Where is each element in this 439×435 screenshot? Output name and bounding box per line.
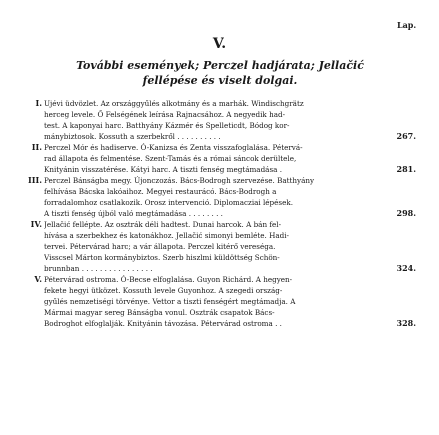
entry-text-line: mánybiztosok. Kossuth a szerbekről . . . . . . . . . . xyxy=(44,132,221,141)
entry-text-line: Ujévi üdvözlet. Az országgyűlés alkotmány és a marhák. Windischgrätz xyxy=(44,99,304,108)
entry-text-line: Knityánin visszatérése. Kátyi harc. A tiszti fenség megtámadása . xyxy=(44,165,283,174)
entry-text-line: test. A kaponyai harc. Batthyány Kázmér és Spelleticdt, Bódog kor- xyxy=(44,121,290,130)
chapter-number: V. xyxy=(212,36,227,52)
list-item xyxy=(0,274,439,329)
list-item xyxy=(0,219,439,274)
entry-text xyxy=(44,98,364,142)
entry-text xyxy=(44,274,364,329)
chapter-title xyxy=(30,58,410,88)
entry-page-number: 267. xyxy=(396,131,416,141)
entry-number: II. xyxy=(31,142,42,152)
entry-text-line: Visscsel Márton kormánybiztos. Szerb hiszlmi küldöttség Schön- xyxy=(44,253,280,262)
entry-text-line: A tiszti fenség újból való megtámadása . . . . . . . . xyxy=(44,209,223,218)
entry-text xyxy=(44,175,364,219)
entry-text-line: Bodroghot elfoglalják. Knityánin távozása. Pétervárad ostroma . . xyxy=(44,319,282,328)
page-column-label: Lap. xyxy=(397,20,417,30)
entry-text-line: Pétervárad ostroma. Ó-Becse elfoglalása. Guyon Richárd. A hegyen- xyxy=(44,275,293,284)
list-item xyxy=(0,142,439,175)
entry-text-line: brunnban . . . . . . . . . . . . . . . . xyxy=(44,264,153,273)
entry-page-number: 281. xyxy=(396,164,416,174)
entry-text-line: forradalomhoz csatlakozik. Orosz intervenció. Diplomacziai lépések. xyxy=(44,198,293,207)
chapter-title-line-2: fellépése és viselt dolgai. xyxy=(142,74,298,87)
entry-number: I. xyxy=(35,98,42,108)
chapter-title-line-1: További események; Perczel hadjárata; Jellačić xyxy=(76,59,364,72)
entry-number: III. xyxy=(27,175,42,185)
entry-number: V. xyxy=(34,274,42,284)
entry-text xyxy=(44,219,364,274)
list-item xyxy=(0,98,439,142)
entry-text xyxy=(44,142,364,175)
entry-text-line: felhívása Bácska lakóaihoz. Megyei restaurácó. Bács-Bodrogh a xyxy=(44,187,277,196)
entry-text-line: Perczel Mór és hadiserve. Ó-Kanizsa és Zenta visszafoglalása. Pétervá- xyxy=(44,143,303,152)
entry-text-line: rad állapota és felmentése. Szent-Tamás és a római sáncok derültele, xyxy=(44,154,297,163)
entry-page-number: 298. xyxy=(396,208,416,218)
list-item xyxy=(0,175,439,219)
entry-text-line: fekete hegyi ütközet. Kossuth levele Guyonhoz. A szegedi ország- xyxy=(44,286,283,295)
entry-text-line: tervei. Pétervárad harc; a vár állapota. Perczel kitérő vereséga. xyxy=(44,242,276,251)
entry-text-line: gyűlés nemzetiségi törvénye. Vettor a tiszti fenségért megtámadja. A xyxy=(44,297,296,306)
entry-text-line: hívása a szerbekhez és katonákhoz. Jellačić simonyi bemléte. Hadi- xyxy=(44,231,289,240)
entry-text-line: Perczel Bánságba megy. Újonczozás. Bács-Bodrogh szervezése. Batthyány xyxy=(44,176,315,185)
entry-page-number: 324. xyxy=(396,263,416,273)
entry-text-line: Jellačić fellépte. Az osztrák déli hadtest. Dunai harcok. A bán fel- xyxy=(44,220,282,229)
entry-text-line: Mármai magyar sereg Bánságba vonul. Osztrák csapatok Bács- xyxy=(44,308,275,317)
entry-text-line: herceg levele. Ő Felségének leírása Rajnacsához. A negyedik had- xyxy=(44,110,286,119)
entry-page-number: 328. xyxy=(396,318,416,328)
entry-number: IV. xyxy=(30,219,42,229)
